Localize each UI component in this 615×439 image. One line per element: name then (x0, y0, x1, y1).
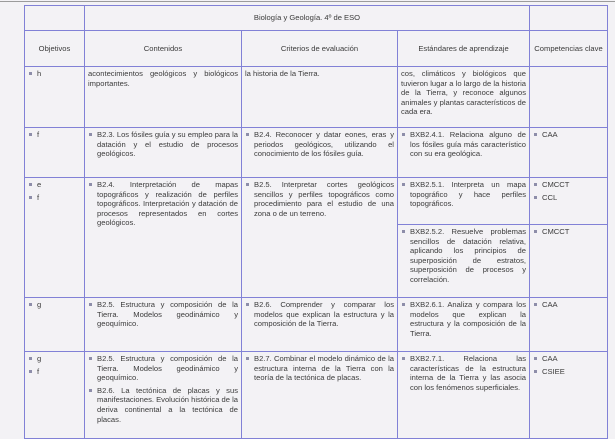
bullet-icon (534, 133, 537, 136)
bullet-icon (402, 357, 405, 360)
standard-item (401, 227, 526, 285)
standard-item (401, 130, 526, 159)
objective-letter: f (37, 366, 40, 376)
bullet-icon (29, 370, 32, 373)
content-text: B2.5. Estructura y composición de la Tierra. Modelos geodinámico y geoquímico. (97, 354, 238, 383)
objective-item (28, 193, 81, 203)
cell-criterios (242, 128, 398, 178)
cell-contenidos (85, 67, 242, 128)
bullet-icon (29, 183, 32, 186)
bullet-icon (29, 303, 32, 306)
objective-item (28, 69, 81, 79)
table-header-row (25, 31, 608, 67)
content-text: B2.5. Estructura y composición de la Tierra. Modelos geodinámico y geoquímico. (97, 300, 238, 329)
cell-estandares (398, 352, 530, 439)
bullet-icon (534, 183, 537, 186)
objective-item (28, 130, 81, 140)
standard-text: cos, climáticos y biológicos que tuvieron lugar a lo largo de la historia de la Tierra, y reconoce algunos animales y plantas característicos de cada era. (401, 69, 526, 117)
cell-estandares (398, 128, 530, 178)
cell-competencias (530, 225, 608, 298)
bullet-icon (89, 357, 92, 360)
cell-criterios (242, 178, 398, 298)
bullet-icon (534, 230, 537, 233)
table-row (25, 178, 608, 225)
competency-item (533, 227, 604, 237)
content-text: B2.3. Los fósiles guía y su empleo para la datación y el estudio de procesos geológicos. (97, 130, 238, 159)
objective-letter: f (37, 130, 40, 139)
cell-estandares (398, 178, 530, 225)
bullet-icon (534, 370, 537, 373)
bullet-icon (29, 196, 32, 199)
curriculum-table (24, 5, 608, 439)
criterion-item (245, 300, 394, 329)
cell-estandares (398, 225, 530, 298)
content-item (88, 130, 238, 159)
cell-objetivos (25, 128, 85, 178)
cell-criterios (242, 298, 398, 352)
cell-objetivos (25, 178, 85, 298)
cell-competencias (530, 178, 608, 225)
standard-text: BXB2.5.2. Resuelve problemas sencillos de datación relativa, aplicando los principios de superposición de estratos, superposición de procesos y correlación. (410, 227, 526, 284)
content-text: acontecimientos geológicos y biológicos importantes. (88, 69, 238, 88)
bullet-icon (402, 303, 405, 306)
standard-item (401, 180, 526, 209)
objective-letter: g (37, 354, 42, 363)
page-top-divider (0, 1, 615, 2)
cell-criterios (242, 67, 398, 128)
competency-item (533, 354, 604, 364)
cell-contenidos (85, 128, 242, 178)
criterion-text: la historia de la Tierra. (245, 69, 320, 78)
standard-item (401, 354, 526, 392)
bullet-icon (89, 303, 92, 306)
content-text: B2.4. Interpretación de mapas topográficos y realización de perfiles topográficos. Interpretación y datación de procesos representados en cortes geológicos. (97, 180, 238, 228)
content-item (88, 354, 238, 383)
empty-cell (25, 6, 85, 31)
cell-contenidos (85, 298, 242, 352)
competency-item (533, 193, 604, 203)
table-title: Biología y Geología. 4º de ESO (85, 6, 530, 31)
content-item (88, 300, 238, 329)
bullet-icon (29, 72, 32, 75)
competency-code: CAA (542, 130, 558, 139)
bullet-icon (89, 183, 92, 186)
table-row (25, 352, 608, 439)
cell-competencias (530, 298, 608, 352)
cell-estandares (398, 67, 530, 128)
column-header-criterios: Criterios de evaluación (242, 31, 398, 67)
column-header-estandares: Estándares de aprendizaje (398, 31, 530, 67)
competency-code: CMCCT (542, 180, 570, 189)
cell-competencias (530, 67, 608, 128)
bullet-icon (402, 183, 405, 186)
bullet-icon (29, 133, 32, 136)
objective-item (28, 367, 81, 377)
column-header-competencias: Competencias clave (530, 31, 608, 67)
competency-code: CCL (542, 192, 558, 202)
objective-item (28, 180, 81, 190)
bullet-icon (534, 196, 537, 199)
column-header-objetivos: Objetivos (25, 31, 85, 67)
objective-letter: e (37, 180, 42, 189)
content-item (88, 180, 238, 228)
cell-estandares (398, 298, 530, 352)
standard-text: BXB2.5.1. Interpreta un mapa topográfico y hace perfiles topográficos. (410, 180, 526, 209)
cell-competencias (530, 128, 608, 178)
criterion-text: B2.6. Comprender y comparar los modelos que explican la estructura y la composición de la Tierra. (254, 300, 394, 329)
standard-text: BXB2.7.1. Relaciona las características de la estructura interna de la Tierra y las asocia con los fenómenos superficiales. (410, 354, 526, 392)
competency-code: CMCCT (542, 227, 570, 236)
cell-objetivos (25, 298, 85, 352)
competency-item (533, 367, 604, 377)
criterion-text: B2.5. Interpretar cortes geológicos sencillos y perfiles topográficos como procedimiento para el estudio de una zona o de un terreno. (254, 180, 394, 218)
standard-text: BXB2.6.1. Analiza y compara los modelos que explican la estructura y la composición de la Tierra. (410, 300, 526, 338)
objective-item (28, 354, 81, 364)
table-row (25, 128, 608, 178)
standard-text: BXB2.4.1. Relaciona alguno de los fósiles guía más característico con su era geológica. (410, 130, 526, 159)
bullet-icon (534, 357, 537, 360)
criterion-item (245, 354, 394, 383)
cell-contenidos (85, 352, 242, 439)
bullet-icon (246, 183, 249, 186)
bullet-icon (246, 357, 249, 360)
content-item (88, 386, 238, 424)
competency-code: CAA (542, 354, 558, 363)
criterion-item (245, 180, 394, 218)
criterion-text: B2.7. Combinar el modelo dinámico de la estructura interna de la Tierra con la teoría de la tectónica de placas. (254, 354, 394, 383)
objective-letter: h (37, 69, 42, 78)
objective-item (28, 300, 81, 310)
bullet-icon (402, 133, 405, 136)
cell-objetivos (25, 67, 85, 128)
content-text: B2.6. La tectónica de placas y sus manifestaciones. Evolución histórica de la deriva continental a la tectónica de placas. (97, 385, 238, 424)
competency-code: CAA (542, 300, 558, 309)
bullet-icon (402, 230, 405, 233)
column-header-contenidos: Contenidos (85, 31, 242, 67)
bullet-icon (246, 133, 249, 136)
competency-item (533, 130, 604, 140)
objective-letter: f (37, 192, 40, 202)
empty-cell (530, 6, 608, 31)
bullet-icon (29, 357, 32, 360)
standard-item (401, 300, 526, 338)
bullet-icon (534, 303, 537, 306)
cell-competencias (530, 352, 608, 439)
table-row (25, 67, 608, 128)
objective-letter: g (37, 300, 42, 309)
bullet-icon (89, 389, 92, 392)
competency-item (533, 300, 604, 310)
competency-code: CSIEE (542, 366, 565, 376)
cell-criterios (242, 352, 398, 439)
criterion-item (245, 130, 394, 159)
criterion-text: B2.4. Reconocer y datar eones, eras y periodos geológicos, utilizando el conocimiento de los fósiles guía. (254, 130, 394, 159)
table-title-row (25, 6, 608, 31)
cell-objetivos (25, 352, 85, 439)
bullet-icon (246, 303, 249, 306)
competency-item (533, 180, 604, 190)
table-row (25, 298, 608, 352)
cell-contenidos (85, 178, 242, 298)
bullet-icon (89, 133, 92, 136)
